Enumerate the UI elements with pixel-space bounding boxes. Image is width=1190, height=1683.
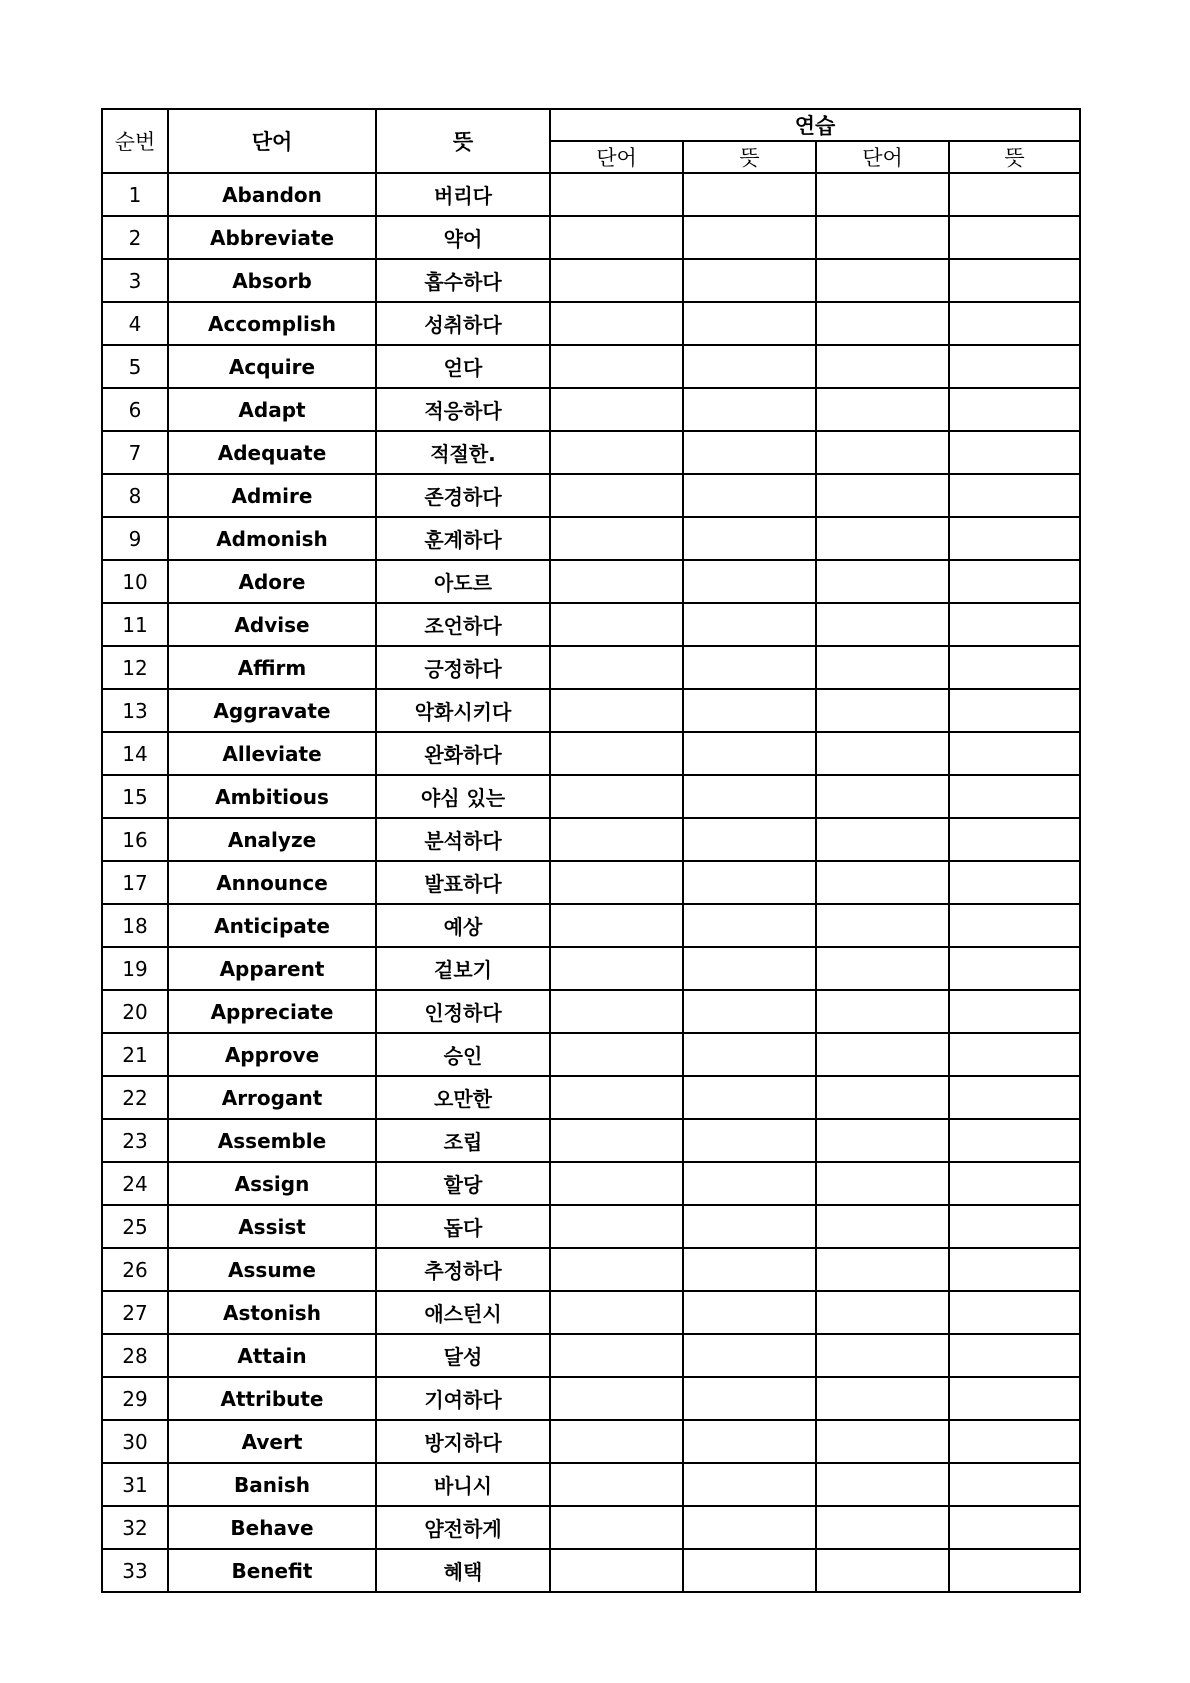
row-meaning: 약어 [376,216,550,259]
practice-word-cell-1[interactable] [550,646,683,689]
practice-meaning-cell-1[interactable] [683,431,816,474]
practice-meaning-cell-1[interactable] [683,388,816,431]
table-row [102,517,1080,560]
row-number: 17 [102,861,168,904]
practice-word-cell-1[interactable] [550,388,683,431]
row-meaning: 존경하다 [376,474,550,517]
practice-meaning-cell-1[interactable] [683,173,816,216]
practice-meaning-cell-1[interactable] [683,517,816,560]
practice-word-cell-1[interactable] [550,517,683,560]
practice-word-cell-1[interactable] [550,1119,683,1162]
practice-word-cell-2[interactable] [816,259,949,302]
practice-meaning-cell-2[interactable] [949,689,1080,732]
practice-meaning-cell-1[interactable] [683,1291,816,1334]
row-number: 14 [102,732,168,775]
practice-word-cell-2[interactable] [816,345,949,388]
table-row [102,388,1080,431]
row-word: Acquire [168,345,376,388]
practice-word-cell-1[interactable] [550,1549,683,1592]
table-row [102,947,1080,990]
practice-word-cell-2[interactable] [816,1033,949,1076]
table-row [102,173,1080,216]
row-word: Announce [168,861,376,904]
vocabulary-table [101,108,1081,1593]
practice-meaning-cell-2[interactable] [949,216,1080,259]
practice-word-cell-1[interactable] [550,259,683,302]
practice-meaning-cell-1[interactable] [683,1463,816,1506]
practice-word-cell-2[interactable] [816,947,949,990]
table-row [102,1033,1080,1076]
practice-word-cell-2[interactable] [816,388,949,431]
practice-meaning-cell-2[interactable] [949,732,1080,775]
row-number: 3 [102,259,168,302]
row-word: Adore [168,560,376,603]
practice-word-cell-2[interactable] [816,1162,949,1205]
practice-meaning-cell-1[interactable] [683,345,816,388]
header-meaning: 뜻 [376,109,550,173]
practice-word-cell-1[interactable] [550,216,683,259]
practice-meaning-cell-2[interactable] [949,818,1080,861]
practice-meaning-cell-1[interactable] [683,1205,816,1248]
practice-meaning-cell-2[interactable] [949,947,1080,990]
practice-meaning-cell-2[interactable] [949,646,1080,689]
practice-word-cell-1[interactable] [550,302,683,345]
row-word: Abandon [168,173,376,216]
row-word: Accomplish [168,302,376,345]
practice-word-cell-2[interactable] [816,173,949,216]
practice-meaning-cell-2[interactable] [949,904,1080,947]
row-word: Assign [168,1162,376,1205]
row-word: Approve [168,1033,376,1076]
practice-word-cell-1[interactable] [550,818,683,861]
row-meaning: 성취하다 [376,302,550,345]
row-meaning: 조립 [376,1119,550,1162]
table-row [102,259,1080,302]
row-word: Astonish [168,1291,376,1334]
row-number: 2 [102,216,168,259]
practice-meaning-cell-1[interactable] [683,1506,816,1549]
practice-meaning-cell-2[interactable] [949,388,1080,431]
practice-word-cell-1[interactable] [550,1162,683,1205]
row-meaning: 훈계하다 [376,517,550,560]
row-number: 27 [102,1291,168,1334]
practice-meaning-cell-2[interactable] [949,517,1080,560]
practice-meaning-cell-2[interactable] [949,1205,1080,1248]
practice-word-cell-1[interactable] [550,1205,683,1248]
practice-word-cell-2[interactable] [816,1463,949,1506]
row-meaning: 버리다 [376,173,550,216]
practice-meaning-cell-1[interactable] [683,1377,816,1420]
practice-meaning-cell-1[interactable] [683,689,816,732]
practice-meaning-cell-1[interactable] [683,1033,816,1076]
table-row [102,861,1080,904]
practice-meaning-cell-2[interactable] [949,1463,1080,1506]
practice-meaning-cell-2[interactable] [949,1291,1080,1334]
row-number: 11 [102,603,168,646]
row-meaning: 적응하다 [376,388,550,431]
row-number: 8 [102,474,168,517]
practice-word-cell-1[interactable] [550,904,683,947]
table-row [102,689,1080,732]
row-word: Absorb [168,259,376,302]
row-meaning: 인정하다 [376,990,550,1033]
practice-meaning-cell-2[interactable] [949,345,1080,388]
row-meaning: 돕다 [376,1205,550,1248]
table-row [102,1248,1080,1291]
row-word: Assume [168,1248,376,1291]
practice-word-cell-1[interactable] [550,947,683,990]
row-number: 15 [102,775,168,818]
row-number: 24 [102,1162,168,1205]
practice-word-cell-1[interactable] [550,1076,683,1119]
row-meaning: 완화하다 [376,732,550,775]
practice-subheader-word-1: 단어 [550,141,683,173]
practice-word-cell-2[interactable] [816,302,949,345]
row-word: Avert [168,1420,376,1463]
row-number: 22 [102,1076,168,1119]
row-word: Behave [168,1506,376,1549]
practice-word-cell-2[interactable] [816,1377,949,1420]
row-word: Adapt [168,388,376,431]
practice-word-cell-2[interactable] [816,1549,949,1592]
practice-word-cell-1[interactable] [550,1334,683,1377]
practice-word-cell-2[interactable] [816,603,949,646]
row-meaning: 애스턴시 [376,1291,550,1334]
table-row [102,1162,1080,1205]
practice-meaning-cell-2[interactable] [949,1033,1080,1076]
table-row [102,474,1080,517]
practice-word-cell-2[interactable] [816,1506,949,1549]
table-row [102,1549,1080,1592]
practice-meaning-cell-1[interactable] [683,732,816,775]
row-word: Arrogant [168,1076,376,1119]
row-number: 7 [102,431,168,474]
row-meaning: 얌전하게 [376,1506,550,1549]
row-number: 9 [102,517,168,560]
row-meaning: 승인 [376,1033,550,1076]
row-word: Benefit [168,1549,376,1592]
practice-meaning-cell-2[interactable] [949,1377,1080,1420]
practice-word-cell-2[interactable] [816,1420,949,1463]
header-word: 단어 [168,109,376,173]
practice-meaning-cell-1[interactable] [683,1162,816,1205]
table-row [102,1334,1080,1377]
practice-word-cell-2[interactable] [816,431,949,474]
practice-meaning-cell-2[interactable] [949,302,1080,345]
practice-meaning-cell-1[interactable] [683,646,816,689]
practice-word-cell-1[interactable] [550,990,683,1033]
row-word: Affirm [168,646,376,689]
practice-meaning-cell-1[interactable] [683,818,816,861]
practice-word-cell-2[interactable] [816,560,949,603]
row-meaning: 적절한. [376,431,550,474]
practice-word-cell-1[interactable] [550,1291,683,1334]
practice-meaning-cell-1[interactable] [683,1076,816,1119]
row-word: Attain [168,1334,376,1377]
table-row [102,904,1080,947]
practice-meaning-cell-1[interactable] [683,947,816,990]
row-number: 28 [102,1334,168,1377]
row-meaning: 방지하다 [376,1420,550,1463]
practice-word-cell-2[interactable] [816,1076,949,1119]
practice-word-cell-2[interactable] [816,517,949,560]
row-meaning: 기여하다 [376,1377,550,1420]
practice-subheader-meaning-2: 뜻 [949,141,1080,173]
practice-meaning-cell-1[interactable] [683,560,816,603]
row-meaning: 야심 있는 [376,775,550,818]
practice-word-cell-1[interactable] [550,560,683,603]
practice-meaning-cell-1[interactable] [683,259,816,302]
practice-word-cell-2[interactable] [816,689,949,732]
practice-meaning-cell-2[interactable] [949,1420,1080,1463]
practice-meaning-cell-1[interactable] [683,904,816,947]
row-number: 30 [102,1420,168,1463]
practice-meaning-cell-2[interactable] [949,1334,1080,1377]
row-word: Assemble [168,1119,376,1162]
row-meaning: 추정하다 [376,1248,550,1291]
practice-word-cell-2[interactable] [816,818,949,861]
table-body [102,173,1080,1592]
practice-word-cell-2[interactable] [816,904,949,947]
practice-word-cell-2[interactable] [816,1291,949,1334]
practice-meaning-cell-2[interactable] [949,603,1080,646]
practice-word-cell-1[interactable] [550,1506,683,1549]
practice-meaning-cell-2[interactable] [949,990,1080,1033]
row-word: Appreciate [168,990,376,1033]
row-word: Admire [168,474,376,517]
practice-meaning-cell-1[interactable] [683,302,816,345]
row-word: Attribute [168,1377,376,1420]
practice-meaning-cell-2[interactable] [949,775,1080,818]
practice-meaning-cell-1[interactable] [683,1549,816,1592]
table-row [102,345,1080,388]
row-number: 4 [102,302,168,345]
practice-meaning-cell-1[interactable] [683,216,816,259]
row-meaning: 오만한 [376,1076,550,1119]
practice-meaning-cell-2[interactable] [949,431,1080,474]
row-number: 25 [102,1205,168,1248]
row-number: 1 [102,173,168,216]
row-number: 12 [102,646,168,689]
practice-word-cell-1[interactable] [550,603,683,646]
practice-meaning-cell-1[interactable] [683,1334,816,1377]
practice-word-cell-2[interactable] [816,775,949,818]
row-meaning: 겉보기 [376,947,550,990]
practice-word-cell-1[interactable] [550,689,683,732]
row-meaning: 분석하다 [376,818,550,861]
row-number: 18 [102,904,168,947]
practice-word-cell-1[interactable] [550,345,683,388]
row-number: 13 [102,689,168,732]
practice-subheader-word-2: 단어 [816,141,949,173]
practice-word-cell-1[interactable] [550,474,683,517]
practice-word-cell-2[interactable] [816,990,949,1033]
row-number: 29 [102,1377,168,1420]
table-row [102,1119,1080,1162]
practice-word-cell-1[interactable] [550,1377,683,1420]
practice-meaning-cell-1[interactable] [683,861,816,904]
row-meaning: 할당 [376,1162,550,1205]
row-number: 26 [102,1248,168,1291]
practice-meaning-cell-2[interactable] [949,1248,1080,1291]
row-number: 10 [102,560,168,603]
row-meaning: 예상 [376,904,550,947]
practice-meaning-cell-2[interactable] [949,861,1080,904]
row-number: 21 [102,1033,168,1076]
header-row-top [102,109,1080,141]
practice-word-cell-2[interactable] [816,216,949,259]
table-row [102,1506,1080,1549]
row-word: Analyze [168,818,376,861]
practice-subheader-meaning-1: 뜻 [683,141,816,173]
header-number: 순번 [102,109,168,173]
row-word: Abbreviate [168,216,376,259]
table-row [102,431,1080,474]
practice-meaning-cell-2[interactable] [949,1506,1080,1549]
practice-meaning-cell-2[interactable] [949,1549,1080,1592]
practice-word-cell-1[interactable] [550,732,683,775]
table-row [102,1420,1080,1463]
row-word: Anticipate [168,904,376,947]
practice-meaning-cell-2[interactable] [949,1162,1080,1205]
row-number: 32 [102,1506,168,1549]
practice-meaning-cell-1[interactable] [683,1420,816,1463]
row-word: Alleviate [168,732,376,775]
practice-word-cell-2[interactable] [816,732,949,775]
practice-word-cell-1[interactable] [550,775,683,818]
practice-word-cell-1[interactable] [550,173,683,216]
practice-word-cell-2[interactable] [816,1205,949,1248]
row-meaning: 혜택 [376,1549,550,1592]
row-word: Advise [168,603,376,646]
row-meaning: 흡수하다 [376,259,550,302]
practice-word-cell-1[interactable] [550,431,683,474]
practice-meaning-cell-2[interactable] [949,1076,1080,1119]
row-word: Assist [168,1205,376,1248]
table-row [102,1205,1080,1248]
row-word: Ambitious [168,775,376,818]
row-number: 31 [102,1463,168,1506]
row-number: 19 [102,947,168,990]
practice-word-cell-2[interactable] [816,1248,949,1291]
row-number: 23 [102,1119,168,1162]
table-row [102,1076,1080,1119]
row-word: Apparent [168,947,376,990]
table-row [102,216,1080,259]
table-row [102,732,1080,775]
practice-meaning-cell-2[interactable] [949,474,1080,517]
practice-meaning-cell-1[interactable] [683,990,816,1033]
practice-word-cell-2[interactable] [816,1334,949,1377]
row-word: Adequate [168,431,376,474]
practice-word-cell-2[interactable] [816,474,949,517]
practice-word-cell-1[interactable] [550,1420,683,1463]
practice-word-cell-1[interactable] [550,1033,683,1076]
row-word: Aggravate [168,689,376,732]
row-meaning: 조언하다 [376,603,550,646]
practice-word-cell-2[interactable] [816,861,949,904]
row-number: 33 [102,1549,168,1592]
practice-meaning-cell-2[interactable] [949,560,1080,603]
row-word: Admonish [168,517,376,560]
table-row [102,603,1080,646]
table-row [102,775,1080,818]
row-meaning: 달성 [376,1334,550,1377]
table-row [102,1463,1080,1506]
table-row [102,560,1080,603]
row-meaning: 얻다 [376,345,550,388]
row-meaning: 바니시 [376,1463,550,1506]
row-meaning: 아도르 [376,560,550,603]
practice-meaning-cell-1[interactable] [683,775,816,818]
practice-word-cell-1[interactable] [550,1463,683,1506]
practice-meaning-cell-2[interactable] [949,173,1080,216]
table-row [102,818,1080,861]
row-number: 6 [102,388,168,431]
practice-meaning-cell-1[interactable] [683,603,816,646]
table-row [102,646,1080,689]
practice-meaning-cell-2[interactable] [949,259,1080,302]
practice-meaning-cell-1[interactable] [683,1119,816,1162]
table-header [102,109,1080,173]
practice-word-cell-1[interactable] [550,861,683,904]
practice-meaning-cell-1[interactable] [683,1248,816,1291]
table-row [102,302,1080,345]
row-number: 16 [102,818,168,861]
header-practice: 연습 [550,109,1080,141]
practice-meaning-cell-2[interactable] [949,1119,1080,1162]
table-row [102,990,1080,1033]
practice-word-cell-2[interactable] [816,1119,949,1162]
table-row [102,1291,1080,1334]
row-number: 20 [102,990,168,1033]
row-word: Banish [168,1463,376,1506]
row-meaning: 발표하다 [376,861,550,904]
table-row [102,1377,1080,1420]
row-meaning: 악화시키다 [376,689,550,732]
practice-word-cell-1[interactable] [550,1248,683,1291]
practice-word-cell-2[interactable] [816,646,949,689]
row-meaning: 긍정하다 [376,646,550,689]
row-number: 5 [102,345,168,388]
practice-meaning-cell-1[interactable] [683,474,816,517]
